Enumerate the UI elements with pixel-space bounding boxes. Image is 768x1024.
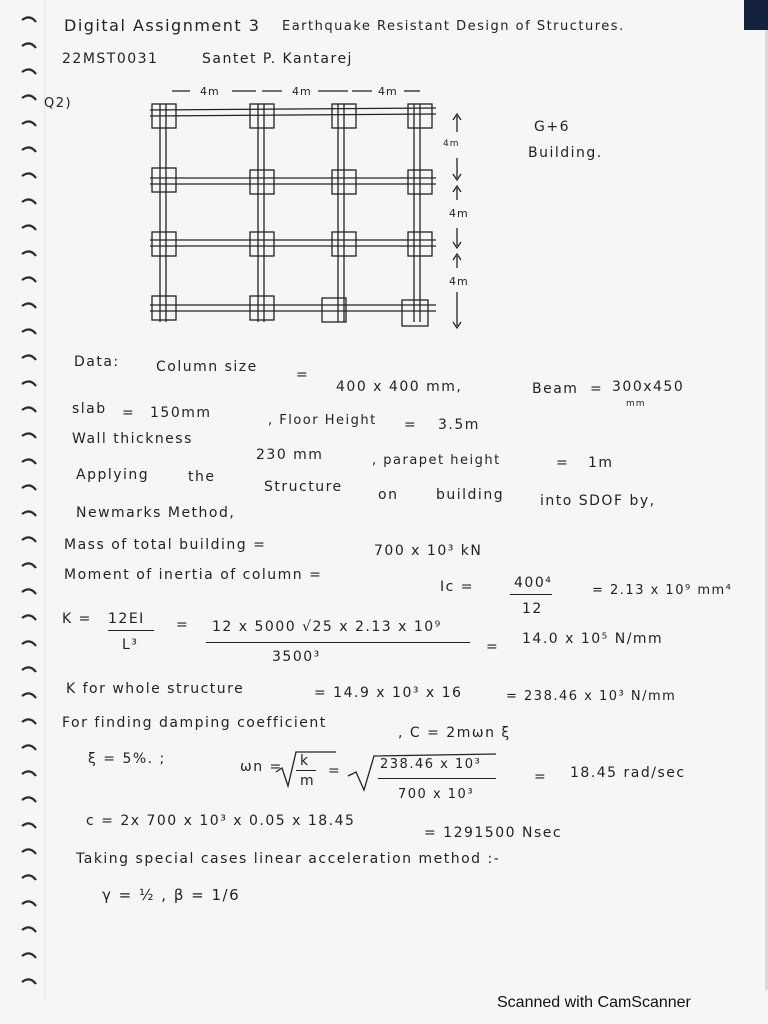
k-label: K = [62,611,92,627]
k-denominator: L³ [122,637,139,653]
method-word-2: the [188,469,216,485]
beam-unit: mm [626,399,646,409]
mass-value: 700 x 10³ kN [374,543,483,559]
k-value: 14.0 x 10⁵ N/mm [522,631,664,647]
gamma-beta: γ = ½ , β = 1/6 [102,886,241,904]
bay-label-3: 4m [449,275,469,288]
k-sub-denominator: 3500³ [272,649,321,665]
subject-title: Earthquake Resistant Design of Structures. [282,19,625,34]
parapet-value: 1m [588,455,614,471]
kw-expression: = 14.9 x 10³ x 16 [314,685,463,701]
kw-value: = 238.46 x 10³ N/mm [506,689,677,704]
span-label-1: 4m [200,85,220,98]
omega-numerator: k [300,753,310,769]
building-type-line-1: G+6 [534,119,570,135]
kw-label: K for whole structure [66,681,245,697]
moi-label: Moment of inertia of column = [64,567,323,583]
method-word-5: building [436,487,505,503]
method-word-1: Applying [76,467,150,483]
span-label-3: 4m [378,85,398,98]
k-sub-numerator: 12 x 5000 √25 x 2.13 x 10⁹ [212,619,442,635]
bay-label-2: 4m [449,207,469,220]
beam-size-value: 300x450 [612,379,685,395]
beam-label: Beam [532,381,579,397]
question-number: Q2) [44,96,73,111]
k-numerator: 12EI [108,611,145,627]
omega-value: 18.45 rad/sec [570,765,686,781]
scanned-page: Digital Assignment 3 Earthquake Resistant Design of Structures. 22MST0031 Santet P. Kantarej Q2) 4m 4m 4m 4m 4m 4m G+6 Building. Data: Column size = 400 x 400 mm, Beam = 300x450 mm slab = 150mm , Floor Height = 3.5m Wall thickness 230 mm , parapet height = 1m Applying the Structure on building into SDOF by, Newmarks Method, Mass of total building = 700 x 10³ kN Moment of inertia of column = Ic = 400⁴ 12 = 2.13 x 10⁹ mm⁴ K = 12EI L³ = 12 x 5000 √25 x 2.13 x 10⁹ 3500³ = 14.0 x 10⁵ N/mm K for whole structure = 14.9 x 10³ x 16 = 238.46 x 10³ N/mm For finding damping coefficient , C = 2mωn ξ ξ = 5%. ; ωn = k m = 238.46 x 10³ 700 x 10³ = 18.45 rad/sec c = 2x 700 x 10³ x 0.05 x 18.45 = 1291500 Nsec Taking special cases linear acceleration method :- γ = ½ , β = 1/6 Scanned with CamScanner [0,0,768,1024]
data-label: Data: [74,354,120,370]
ic-numerator: 400⁴ [514,575,553,591]
column-size-label: Column size [156,359,258,375]
ic-label: Ic = [440,579,475,595]
damping-label: For finding damping coefficient [62,715,327,731]
omega-label: ωn = [240,759,283,775]
mass-label: Mass of total building = [64,537,267,553]
wall-value: 230 mm [256,447,324,463]
ic-value: = 2.13 x 10⁹ mm⁴ [592,583,733,598]
span-label-2: 4m [292,85,312,98]
omega-denominator: m [300,773,316,789]
assignment-title: Digital Assignment 3 [64,16,261,35]
c-expression: c = 2x 700 x 10³ x 0.05 x 18.45 [86,813,356,829]
taking-line: Taking special cases linear acceleration method :- [76,851,501,867]
xi-value: ξ = 5%. ; [88,751,166,767]
omega-sub-denominator: 700 x 10³ [398,787,475,802]
method-word-3: Structure [264,479,343,495]
slab-label: slab [72,401,107,417]
parapet-label: , parapet height [372,453,501,468]
building-type-line-2: Building. [528,145,603,161]
scanner-watermark: Scanned with CamScanner [497,994,691,1011]
damping-formula: , C = 2mωn ξ [398,725,511,741]
method-word-4: on [378,487,399,503]
c-value: = 1291500 Nsec [424,825,563,841]
method-word-6: into SDOF by, [540,493,656,509]
slab-value: 150mm [150,405,212,421]
omega-sub-numerator: 238.46 x 10³ [380,757,482,772]
floor-height-value: 3.5m [438,417,480,433]
floor-height-label: , Floor Height [268,413,377,428]
column-size-value: 400 x 400 mm, [336,379,463,395]
wall-label: Wall thickness [72,431,193,447]
method-line-2: Newmarks Method, [76,505,236,521]
ic-denominator: 12 [522,601,543,617]
student-name: Santet P. Kantarej [202,51,353,67]
reg-number: 22MST0031 [62,51,159,67]
bay-label-1: 4m [443,139,460,149]
